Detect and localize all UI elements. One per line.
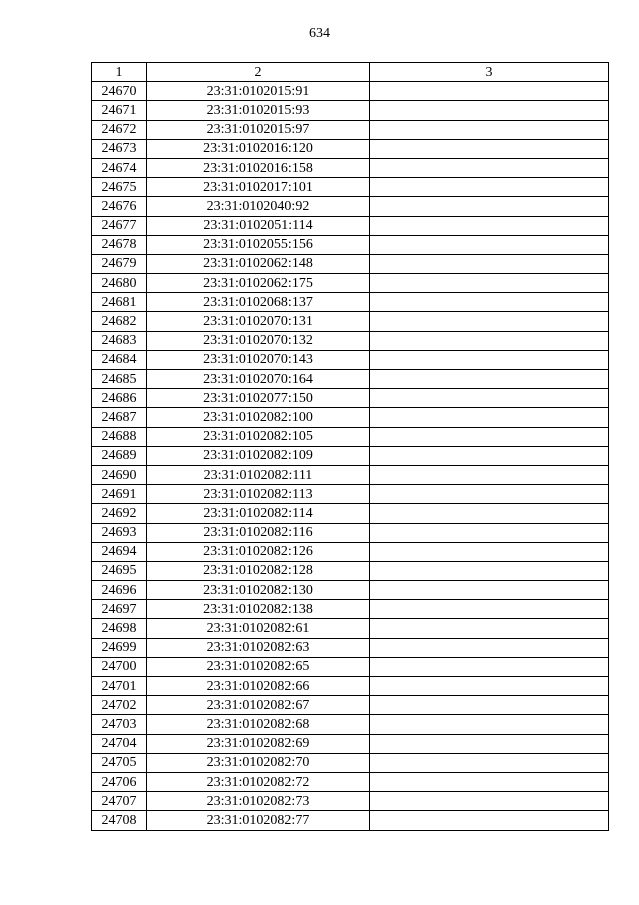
row-number-cell: 24707 bbox=[92, 792, 147, 811]
cadastral-number-cell: 23:31:0102082:128 bbox=[147, 561, 370, 580]
cadastral-number-cell: 23:31:0102082:138 bbox=[147, 600, 370, 619]
note-cell bbox=[370, 734, 609, 753]
table-row bbox=[92, 600, 609, 619]
row-number-cell: 24687 bbox=[92, 408, 147, 427]
note-cell bbox=[370, 197, 609, 216]
cadastral-number-cell: 23:31:0102015:91 bbox=[147, 82, 370, 101]
table-row bbox=[92, 408, 609, 427]
cadastral-number-cell: 23:31:0102082:72 bbox=[147, 772, 370, 791]
table-row bbox=[92, 753, 609, 772]
note-cell bbox=[370, 389, 609, 408]
cadastral-number-cell: 23:31:0102070:143 bbox=[147, 350, 370, 369]
note-cell bbox=[370, 274, 609, 293]
table-row bbox=[92, 504, 609, 523]
cadastral-number-cell: 23:31:0102051:114 bbox=[147, 216, 370, 235]
row-number-cell: 24692 bbox=[92, 504, 147, 523]
note-cell bbox=[370, 446, 609, 465]
cadastral-number-cell: 23:31:0102082:111 bbox=[147, 465, 370, 484]
note-cell bbox=[370, 657, 609, 676]
note-cell bbox=[370, 715, 609, 734]
cadastral-number-cell: 23:31:0102082:116 bbox=[147, 523, 370, 542]
note-cell bbox=[370, 600, 609, 619]
table-row bbox=[92, 792, 609, 811]
page-number: 634 bbox=[309, 26, 330, 41]
table-row bbox=[92, 446, 609, 465]
table-row bbox=[92, 254, 609, 273]
note-cell bbox=[370, 158, 609, 177]
table-row bbox=[92, 677, 609, 696]
cadastral-number-cell: 23:31:0102016:158 bbox=[147, 158, 370, 177]
note-cell bbox=[370, 772, 609, 791]
note-cell bbox=[370, 523, 609, 542]
cadastral-number-cell: 23:31:0102082:109 bbox=[147, 446, 370, 465]
row-number-cell: 24676 bbox=[92, 197, 147, 216]
table-row bbox=[92, 657, 609, 676]
row-number-cell: 24678 bbox=[92, 235, 147, 254]
row-number-cell: 24705 bbox=[92, 753, 147, 772]
note-cell bbox=[370, 178, 609, 197]
cadastral-number-cell: 23:31:0102070:131 bbox=[147, 312, 370, 331]
cadastral-number-cell: 23:31:0102082:130 bbox=[147, 581, 370, 600]
note-cell bbox=[370, 235, 609, 254]
cadastral-number-cell: 23:31:0102082:66 bbox=[147, 677, 370, 696]
row-number-cell: 24679 bbox=[92, 254, 147, 273]
table-row bbox=[92, 370, 609, 389]
row-number-cell: 24674 bbox=[92, 158, 147, 177]
cadastral-number-cell: 23:31:0102062:175 bbox=[147, 274, 370, 293]
cadastral-number-cell: 23:31:0102016:120 bbox=[147, 139, 370, 158]
cadastral-number-cell: 23:31:0102082:69 bbox=[147, 734, 370, 753]
table-row bbox=[92, 101, 609, 120]
row-number-cell: 24701 bbox=[92, 677, 147, 696]
row-number-cell: 24696 bbox=[92, 581, 147, 600]
cadastral-number-cell: 23:31:0102070:164 bbox=[147, 370, 370, 389]
row-number-cell: 24681 bbox=[92, 293, 147, 312]
note-cell bbox=[370, 638, 609, 657]
note-cell bbox=[370, 293, 609, 312]
row-number-cell: 24693 bbox=[92, 523, 147, 542]
cadastral-number-cell: 23:31:0102082:113 bbox=[147, 485, 370, 504]
row-number-cell: 24697 bbox=[92, 600, 147, 619]
table-row bbox=[92, 619, 609, 638]
table-row bbox=[92, 389, 609, 408]
table-row bbox=[92, 312, 609, 331]
row-number-cell: 24694 bbox=[92, 542, 147, 561]
note-cell bbox=[370, 139, 609, 158]
row-number-cell: 24698 bbox=[92, 619, 147, 638]
row-number-cell: 24700 bbox=[92, 657, 147, 676]
cadastral-number-cell: 23:31:0102068:137 bbox=[147, 293, 370, 312]
table-row bbox=[92, 197, 609, 216]
row-number-cell: 24689 bbox=[92, 446, 147, 465]
cadastral-number-cell: 23:31:0102082:68 bbox=[147, 715, 370, 734]
cadastral-number-cell: 23:31:0102082:73 bbox=[147, 792, 370, 811]
row-number-cell: 24695 bbox=[92, 561, 147, 580]
column-header-1: 1 bbox=[92, 63, 147, 82]
row-number-cell: 24690 bbox=[92, 465, 147, 484]
note-cell bbox=[370, 216, 609, 235]
table-row bbox=[92, 465, 609, 484]
note-cell bbox=[370, 696, 609, 715]
table-row bbox=[92, 638, 609, 657]
note-cell bbox=[370, 120, 609, 139]
row-number-cell: 24688 bbox=[92, 427, 147, 446]
cadastral-number-cell: 23:31:0102082:100 bbox=[147, 408, 370, 427]
table-row bbox=[92, 293, 609, 312]
table-row bbox=[92, 427, 609, 446]
table-row bbox=[92, 772, 609, 791]
row-number-cell: 24708 bbox=[92, 811, 147, 830]
cadastral-number-cell: 23:31:0102082:63 bbox=[147, 638, 370, 657]
table-row bbox=[92, 331, 609, 350]
table-row bbox=[92, 139, 609, 158]
note-cell bbox=[370, 811, 609, 830]
cadastral-number-cell: 23:31:0102062:148 bbox=[147, 254, 370, 273]
table-row bbox=[92, 350, 609, 369]
note-cell bbox=[370, 370, 609, 389]
table-row bbox=[92, 485, 609, 504]
note-cell bbox=[370, 254, 609, 273]
table-row bbox=[92, 523, 609, 542]
note-cell bbox=[370, 792, 609, 811]
note-cell bbox=[370, 581, 609, 600]
note-cell bbox=[370, 619, 609, 638]
row-number-cell: 24673 bbox=[92, 139, 147, 158]
row-number-cell: 24691 bbox=[92, 485, 147, 504]
row-number-cell: 24675 bbox=[92, 178, 147, 197]
note-cell bbox=[370, 465, 609, 484]
table-body bbox=[92, 82, 609, 830]
cadastral-number-cell: 23:31:0102017:101 bbox=[147, 178, 370, 197]
table-row bbox=[92, 581, 609, 600]
cadastral-number-cell: 23:31:0102077:150 bbox=[147, 389, 370, 408]
cadastral-number-cell: 23:31:0102015:93 bbox=[147, 101, 370, 120]
note-cell bbox=[370, 561, 609, 580]
row-number-cell: 24699 bbox=[92, 638, 147, 657]
table-row bbox=[92, 178, 609, 197]
row-number-cell: 24706 bbox=[92, 772, 147, 791]
row-number-cell: 24683 bbox=[92, 331, 147, 350]
cadastral-number-cell: 23:31:0102082:67 bbox=[147, 696, 370, 715]
row-number-cell: 24686 bbox=[92, 389, 147, 408]
table-row bbox=[92, 561, 609, 580]
row-number-cell: 24685 bbox=[92, 370, 147, 389]
column-header-2: 2 bbox=[147, 63, 370, 82]
table-row bbox=[92, 734, 609, 753]
table-row bbox=[92, 715, 609, 734]
cadastral-number-cell: 23:31:0102082:65 bbox=[147, 657, 370, 676]
row-number-cell: 24672 bbox=[92, 120, 147, 139]
cadastral-number-cell: 23:31:0102082:77 bbox=[147, 811, 370, 830]
cadastral-number-cell: 23:31:0102082:114 bbox=[147, 504, 370, 523]
cadastral-number-cell: 23:31:0102082:105 bbox=[147, 427, 370, 446]
note-cell bbox=[370, 350, 609, 369]
row-number-cell: 24682 bbox=[92, 312, 147, 331]
note-cell bbox=[370, 331, 609, 350]
cadastral-number-cell: 23:31:0102082:70 bbox=[147, 753, 370, 772]
column-header-3: 3 bbox=[370, 63, 609, 82]
note-cell bbox=[370, 427, 609, 446]
row-number-cell: 24704 bbox=[92, 734, 147, 753]
note-cell bbox=[370, 408, 609, 427]
row-number-cell: 24684 bbox=[92, 350, 147, 369]
table-row bbox=[92, 235, 609, 254]
table-row bbox=[92, 216, 609, 235]
cadastral-number-cell: 23:31:0102055:156 bbox=[147, 235, 370, 254]
row-number-cell: 24702 bbox=[92, 696, 147, 715]
cadastral-number-cell: 23:31:0102015:97 bbox=[147, 120, 370, 139]
note-cell bbox=[370, 312, 609, 331]
cadastral-number-cell: 23:31:0102082:126 bbox=[147, 542, 370, 561]
table-row bbox=[92, 542, 609, 561]
table-row bbox=[92, 82, 609, 101]
cadastral-number-cell: 23:31:0102070:132 bbox=[147, 331, 370, 350]
table-row bbox=[92, 696, 609, 715]
row-number-cell: 24677 bbox=[92, 216, 147, 235]
table-row bbox=[92, 811, 609, 830]
note-cell bbox=[370, 82, 609, 101]
row-number-cell: 24670 bbox=[92, 82, 147, 101]
cadastral-number-cell: 23:31:0102040:92 bbox=[147, 197, 370, 216]
note-cell bbox=[370, 485, 609, 504]
table-header-row bbox=[92, 63, 609, 82]
row-number-cell: 24671 bbox=[92, 101, 147, 120]
cadastral-table bbox=[91, 62, 609, 831]
table-row bbox=[92, 120, 609, 139]
note-cell bbox=[370, 677, 609, 696]
table-row bbox=[92, 158, 609, 177]
note-cell bbox=[370, 101, 609, 120]
table-row bbox=[92, 274, 609, 293]
cadastral-number-cell: 23:31:0102082:61 bbox=[147, 619, 370, 638]
row-number-cell: 24680 bbox=[92, 274, 147, 293]
row-number-cell: 24703 bbox=[92, 715, 147, 734]
note-cell bbox=[370, 504, 609, 523]
note-cell bbox=[370, 753, 609, 772]
note-cell bbox=[370, 542, 609, 561]
